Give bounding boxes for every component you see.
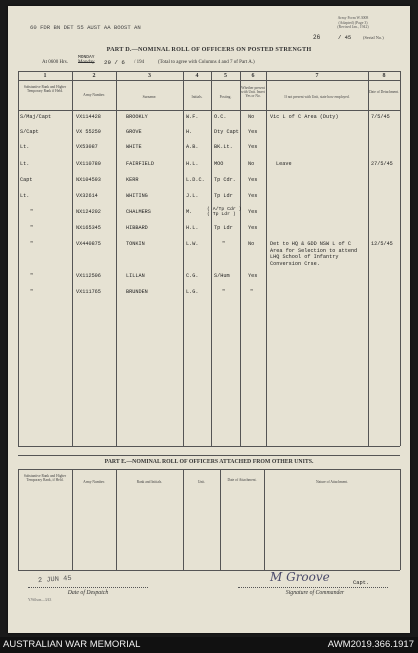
cell-posting: S/Hum [214,273,230,279]
cell-employment: Det to HQ & GDD NSW L of C Area for Selection to attend LHQ School of Infantry Conversion Crse. [270,241,358,267]
cell-present: No [248,241,255,247]
document-sheet [8,6,410,633]
cell-initials: H.L. [186,225,199,231]
table-header-rule [18,110,400,111]
cell-army-number: VX32614 [76,193,98,199]
cell-present: No [248,161,255,167]
cell-surname: GROVE [126,129,142,135]
archive-accession-number: AWM2019.366.1917 [327,639,414,650]
cell-initials: C.G. [186,273,199,279]
cell-army-number: NX165345 [76,225,101,231]
cell-initials: L.D.C. [186,177,205,183]
cell-rank: " [30,241,34,247]
col-header-rank: Substantive Rank and Higher Temporary Rank if Held. [23,85,67,94]
serial-suffix: / 45 [338,34,352,41]
col-header-initials: Initials. [191,95,203,99]
cell-rank: Lt. [20,144,30,150]
part-e-header-rank: Substantive Rank and Higher Temporary Rank, if Held. [23,474,67,483]
cell-army-number: NX104593 [76,177,101,183]
cell-present: Yes [248,209,258,215]
form-info-line: (Revised Jan., 1942) [337,25,369,30]
cell-rank: " [30,273,34,279]
col-header-army-number: Army Number. [83,93,105,97]
part-e-border-left [18,469,19,570]
table-row [8,273,410,287]
table-row [8,241,410,269]
col-header-surname: Surname. [142,95,157,99]
cell-army-number: NX124202 [76,209,101,215]
cell-present: Yes [248,193,258,199]
part-e-header-nature: Nature of Attachment. [315,480,349,484]
table-row [8,144,410,158]
cell-rank: " [30,225,34,231]
col-number: 6 [251,73,255,79]
cell-surname: BROOKLY [126,114,148,120]
serial-label: (Serial No.) [363,35,384,40]
cell-surname: CHALMERS [126,209,151,215]
part-d-title: PART D.—NOMINAL ROLL OF OFFICERS ON POSTED STRENGTH [106,46,312,53]
col-number: 7 [315,73,319,79]
cell-initials: L.W. [186,241,199,247]
col-number: 1 [43,73,47,79]
cell-rank: " [30,209,34,215]
part-e-bottom [18,570,400,571]
column-divider [72,469,73,570]
cell-posting: ( A/Tp Cdr ) ( Tp Ldr ) [207,207,242,217]
commander-signature: M Groove [270,570,330,584]
part-e-header-attachment-date: Date of Attachment. [227,478,257,482]
commander-label: Signature of Commander [285,590,345,596]
part-e-header-top [18,469,400,470]
form-info-line: Army Form W.3008 [337,16,369,20]
cell-rank: S/Capt [20,129,39,135]
cell-surname: WHITE [126,144,142,150]
col-number: 3 [148,73,151,79]
cell-posting: BK.Lt. [214,144,233,150]
despatch-label: Date of Despatch [67,590,109,596]
part-e-title: PART E.—NOMINAL ROLL OF OFFICERS ATTACHED FROM OTHER UNITS. [104,459,314,465]
cell-army-number: VX110780 [76,161,101,167]
col-number: 2 [92,73,96,79]
cell-present: Yes [248,177,258,183]
table-border-bottom [18,446,400,447]
cell-posting: O.C. [214,114,227,120]
part-e-border-right [400,469,401,570]
cell-surname: FAIRFIELD [126,161,155,167]
cell-employment: Vic L of C Area (Duty) [270,114,339,120]
table-border-top [18,71,400,72]
cell-initials: L.G. [186,289,199,295]
cell-army-number: VX 55259 [76,129,101,135]
cell-army-number: VX112506 [76,273,101,279]
col-header-detachment-date: Date of Detachment. [369,90,399,94]
table-row [8,161,410,175]
table-row [8,177,410,191]
cell-rank: " [30,289,34,295]
cell-army-number: VX53087 [76,144,98,150]
cell-present: Yes [248,273,258,279]
table-row [8,207,410,223]
cell-posting: Tp Ldr [214,193,233,199]
cell-present: " [250,289,254,295]
at-hours-label: At 0600 Hrs. [42,60,68,65]
print-code: Y.Wilson—3/43 [28,598,52,602]
col-number: 8 [382,73,386,79]
form-info [308,16,398,30]
cell-posting: " [222,289,226,295]
cell-posting: Tp Ldr [214,225,233,231]
cell-initials: M. [186,209,193,215]
cell-posting: MOO [214,161,224,167]
col-number: 4 [195,73,199,79]
part-e-header-unit: Unit. [197,480,206,484]
cell-detachment-date: 12/5/45 [371,241,393,247]
cell-rank: Lt. [20,193,30,199]
signature-rank: Capt. [353,580,370,586]
table-row [8,225,410,239]
cell-surname: LILLAN [126,273,145,279]
signature-line [238,587,388,588]
archive-name: AUSTRALIAN WAR MEMORIAL [3,639,141,650]
cell-present: Yes [248,225,258,231]
cell-present: Yes [248,129,258,135]
cell-initials: J.L. [186,193,199,199]
cell-rank: Capt [20,177,33,183]
cell-posting: " [222,241,226,247]
cell-detachment-date: 7/5/45 [371,114,390,120]
cell-initials: H.L. [186,161,199,167]
cell-initials: H. [186,129,193,135]
cell-surname: WHITING [126,193,148,199]
cell-surname: BRUNDEN [126,289,148,295]
cell-rank: S/Maj/Capt [20,114,52,120]
cell-army-number: VX111765 [76,289,101,295]
table-row [8,289,410,303]
column-divider [220,469,221,570]
cell-employment: Leave [276,161,292,167]
cell-surname: HIBBARD [126,225,148,231]
column-divider [116,469,117,570]
cell-army-number: VX114428 [76,114,101,120]
cell-posting: Tp Cdr. [214,177,236,183]
cell-rank: Lt. [20,161,30,167]
cell-present: Yes [248,144,258,150]
cell-posting: Dty Capt [214,129,239,135]
unit-heading: 60 FDR BN DET 55 AUST AA BOOST AN [30,24,141,31]
part-e-header-rank-initials: Rank and Initials. [136,480,163,484]
cell-surname: KERR [126,177,139,183]
column-divider [264,469,265,570]
table-col-number-rule [18,80,400,81]
column-divider [183,469,184,570]
cell-army-number: VX440875 [76,241,101,247]
col-header-present: Whether present with Unit. Insert Yes or No. [241,86,265,99]
day-printed: Monday [78,60,95,65]
col-number: 5 [224,73,227,79]
cell-detachment-date: 27/5/45 [371,161,393,167]
form-info-line: (Adapted) (Page 3) [338,20,368,25]
year-label: / 194 [134,60,145,65]
cell-surname: TONKIN [126,241,145,247]
table-row [8,129,410,143]
table-row [8,193,410,207]
archive-footer [0,637,418,653]
date-typed: 29 / 6 [104,59,125,66]
despatch-date: 2 JUN 45 [37,574,72,586]
col-header-posting: Posting. [219,95,232,99]
cell-initials: W.F. [186,114,199,120]
total-note: (Total to agree with Columns 4 and 7 of Part A.) [158,60,255,65]
cell-present: No [248,114,255,120]
cell-initials: A.B. [186,144,199,150]
serial-prefix: 26 [313,34,321,41]
day-typed: MONDAY [78,55,95,60]
despatch-line [28,587,148,588]
part-e-top-rule [18,455,400,456]
col-header-employment: If not present with Unit, state how employed. [284,95,350,99]
part-e-header-army-number: Army Number. [83,480,105,484]
